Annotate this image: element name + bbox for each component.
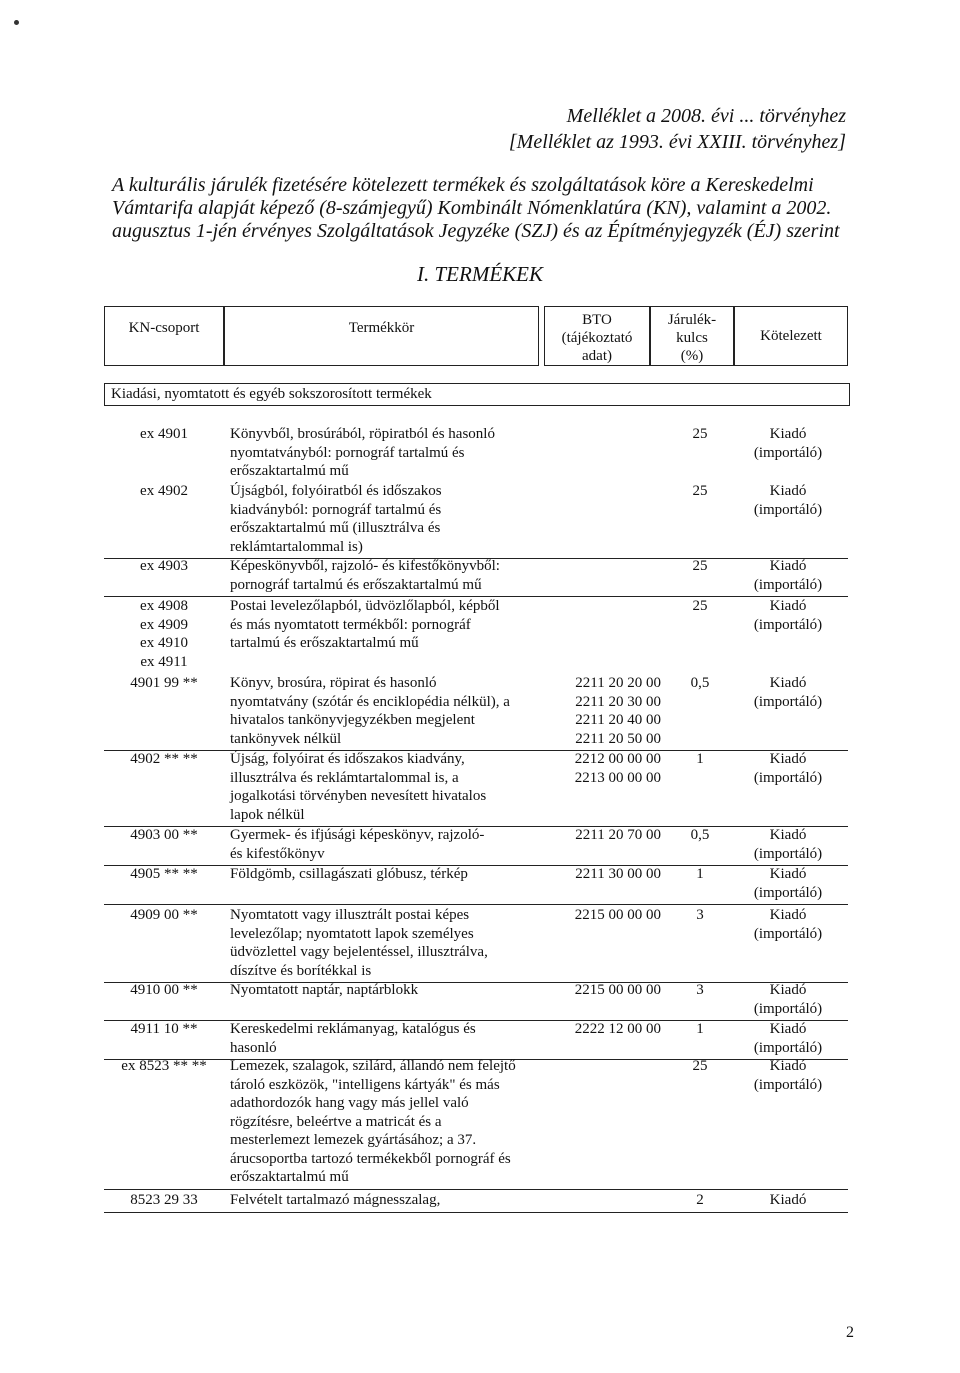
bto-cell-line: 2211 20 50 00: [575, 730, 661, 747]
obligor-cell-line: Kiadó: [769, 675, 807, 691]
rate-cell: [674, 674, 726, 693]
kn-code-cell-line: 8523 29 33: [130, 1192, 198, 1208]
description-cell-line: árucsoportba tartozó termékekből pornográf és: [230, 1150, 511, 1167]
kn-code-cell: [104, 981, 224, 1000]
description-cell: [230, 557, 545, 594]
table-row: [104, 482, 848, 559]
kn-code-cell-line: ex 4909: [140, 616, 188, 633]
description-cell: [230, 865, 545, 884]
kn-code-cell-line: ex 4910: [140, 635, 188, 651]
obligor-cell-line: (importáló): [753, 1039, 823, 1056]
kn-code-cell-line: 4901 99 **: [130, 675, 198, 691]
obligor-cell-line: Kiadó: [769, 483, 807, 499]
rate-cell-line: 1: [696, 866, 704, 882]
description-cell: [230, 597, 545, 653]
obligor-cell-line: (importáló): [753, 1000, 823, 1017]
description-cell-line: Lemezek, szalagok, szilárd, állandó nem felejtő: [230, 1058, 516, 1074]
rate-cell-line: 0,5: [690, 827, 710, 843]
description-cell-line: és kifestőkönyv: [230, 845, 325, 862]
kn-code-cell: [104, 906, 224, 925]
description-cell-line: Újságból, folyóiratból és időszakos: [230, 483, 442, 499]
kn-code-cell: [104, 482, 224, 501]
obligor-cell: [729, 1057, 847, 1094]
kn-code-cell-line: 4905 ** **: [130, 866, 198, 882]
description-cell-line: lapok nélkül: [230, 806, 305, 823]
kn-code-cell: [104, 425, 224, 444]
description-cell: [230, 674, 545, 748]
description-cell-line: nyomtatványból: pornográf tartalmú és: [230, 444, 465, 461]
obligor-cell: [729, 1020, 847, 1057]
kn-code-cell-line: ex 4901: [140, 426, 188, 442]
obligor-cell-line: Kiadó: [769, 598, 807, 614]
description-cell-line: Nyomtatott naptár, naptárblokk: [230, 982, 419, 998]
description-cell-line: nyomtatvány (szótár és enciklopédia nélkül), a: [230, 693, 510, 710]
kn-code-cell: [104, 750, 224, 769]
obligor-cell-line: Kiadó: [769, 827, 807, 843]
table-row: [104, 981, 848, 1021]
description-cell-line: Újság, folyóirat és időszakos kiadvány,: [230, 751, 465, 767]
bto-cell-line: 2211 20 40 00: [575, 712, 661, 728]
kn-code-cell: [104, 1191, 224, 1210]
description-cell: [230, 906, 545, 980]
description-cell: [230, 1057, 545, 1187]
obligor-cell-line: Kiadó: [769, 751, 807, 767]
kn-code-cell-line: 4902 ** **: [130, 751, 198, 767]
annex-title-line1: Melléklet a 2008. évi ... törvényhez: [566, 105, 846, 127]
obligor-cell: [729, 826, 847, 863]
rate-cell: [674, 981, 726, 1000]
obligor-cell-line: (importáló): [753, 576, 823, 593]
header-kn-label: KN-csoport: [128, 320, 200, 336]
kn-code-cell-line: 4903 00 **: [130, 827, 198, 843]
description-cell: [230, 1020, 545, 1057]
bto-cell-line: 2215 00 00 00: [574, 907, 661, 923]
rate-cell: [674, 597, 726, 616]
description-cell: [230, 482, 545, 556]
obligor-cell-line: Kiadó: [769, 558, 807, 574]
description-cell: [230, 1191, 545, 1210]
rate-cell-line: 1: [696, 1021, 704, 1037]
obligor-cell: [729, 674, 847, 711]
obligor-cell: [729, 557, 847, 594]
bto-cell-line: 2211 20 70 00: [575, 827, 661, 843]
rate-cell-line: 3: [696, 982, 704, 998]
intro-paragraph: [112, 174, 852, 243]
kn-code-cell: [104, 557, 224, 576]
description-cell-line: erőszaktartalmú mű (illusztrálva és: [230, 520, 441, 536]
annex-title-line2: [Melléklet az 1993. évi XXIII. törvényhez]: [508, 131, 846, 153]
header-termekkor: [224, 306, 539, 366]
bto-cell: [549, 826, 661, 845]
bto-cell-line: 2211 20 30 00: [575, 693, 661, 710]
table-row: [104, 1020, 848, 1060]
rate-cell: [674, 482, 726, 501]
rate-cell-line: 1: [696, 751, 704, 767]
description-cell-line: Postai levelezőlapból, üdvözlőlapból, képből: [230, 598, 500, 614]
obligor-cell: [729, 906, 847, 943]
table-row: [104, 906, 848, 983]
description-cell-line: hasonló: [230, 1039, 277, 1056]
table-row: [104, 865, 848, 905]
rate-cell-line: 3: [696, 907, 704, 923]
kn-code-cell: [104, 1057, 224, 1076]
section-title: I. TERMÉKEK: [417, 262, 543, 286]
description-cell-line: Képeskönyvből, rajzoló- és kifestőkönyvből:: [230, 558, 500, 574]
category-label: Kiadási, nyomtatott és egyéb sokszorosított termékek: [111, 386, 432, 402]
description-cell: [230, 750, 545, 824]
description-cell-line: üdvözlettel vagy bejelentéssel, illusztrálva,: [230, 944, 488, 960]
kn-code-cell: [104, 597, 224, 671]
intro-line: A kulturális járulék fizetésére kötelezett termékek és szolgáltatások köre a Kereskedelmi: [112, 174, 814, 196]
header-bto-line: BTO: [582, 312, 612, 328]
bto-cell-line: 2211 20 20 00: [575, 675, 661, 691]
description-cell-line: jogalkotási törvényben nevesített hivatalos: [230, 788, 487, 804]
rate-cell: [674, 826, 726, 845]
rate-cell-line: 25: [692, 598, 708, 614]
description-cell-line: tartalmú és erőszaktartalmú mű: [230, 635, 419, 651]
rate-cell: [674, 557, 726, 576]
description-cell-line: tankönyvek nélkül: [230, 730, 342, 747]
bto-cell: [549, 906, 661, 925]
bto-cell-line: 2215 00 00 00: [574, 982, 661, 998]
obligor-cell: [729, 750, 847, 787]
header-bto: [544, 306, 650, 366]
bto-cell: [549, 981, 661, 1000]
bto-cell-line: 2222 12 00 00: [574, 1021, 661, 1037]
rate-cell: [674, 906, 726, 925]
obligor-cell-line: (importáló): [753, 1076, 823, 1093]
intro-line: Vámtarifa alapját képező (8-számjegyű) Kombinált Nómenklatúra (KN), valamint a 2002.: [112, 197, 832, 219]
header-jarulekkulcs: [650, 306, 734, 366]
obligor-cell-line: Kiadó: [769, 1192, 807, 1208]
description-cell-line: Földgömb, csillagászati glóbusz, térkép: [230, 866, 468, 882]
obligor-cell-line: (importáló): [753, 693, 823, 710]
description-cell-line: pornográf tartalmú és erőszaktartalmú mű: [230, 576, 482, 593]
obligor-cell: [729, 482, 847, 519]
obligor-cell-line: Kiadó: [769, 982, 807, 998]
obligor-cell-line: (importáló): [753, 444, 823, 461]
rate-cell: [674, 1020, 726, 1039]
header-jarulek-line: Járulék-: [667, 312, 717, 328]
description-cell-line: kiadványból: pornográf tartalmú és: [230, 501, 442, 518]
bto-cell: [549, 750, 661, 787]
rate-cell-line: 2: [696, 1192, 704, 1208]
obligor-cell-line: Kiadó: [769, 426, 807, 442]
obligor-cell-line: (importáló): [753, 845, 823, 862]
table-row: [104, 826, 848, 866]
description-cell-line: erőszaktartalmú mű: [230, 463, 349, 479]
category-row: [104, 383, 850, 406]
header-bto-line: (tájékoztató: [561, 330, 633, 346]
obligor-cell: [729, 865, 847, 902]
header-jarulek-line: kulcs: [676, 330, 708, 346]
header-kn-csoport: [104, 306, 224, 366]
description-cell-line: Nyomtatott vagy illusztrált postai képes: [230, 907, 470, 923]
obligor-cell-line: (importáló): [753, 884, 823, 901]
obligor-cell-line: (importáló): [753, 769, 823, 786]
bto-cell: [549, 674, 661, 748]
obligor-cell: [729, 597, 847, 634]
header-termekkor-label: Termékkör: [348, 320, 415, 336]
table-row: [104, 597, 848, 673]
kn-code-cell-line: 4909 00 **: [130, 907, 198, 923]
description-cell-line: Felvételt tartalmazó mágnesszalag,: [230, 1192, 441, 1208]
kn-code-cell-line: ex 4902: [140, 483, 188, 499]
obligor-cell-line: Kiadó: [769, 1058, 807, 1074]
obligor-cell-line: Kiadó: [769, 907, 807, 923]
kn-code-cell: [104, 1020, 224, 1039]
obligor-cell: [729, 425, 847, 462]
header-jarulek-line: (%): [680, 348, 704, 364]
description-cell-line: mesterlemezt lemezek gyártásához; a 37.: [230, 1132, 477, 1148]
kn-code-cell-line: ex 4908: [140, 598, 188, 614]
description-cell-line: rögzítésre, beleértve a matricát és a: [230, 1113, 442, 1130]
table-row: [104, 425, 848, 483]
description-cell-line: tároló eszközök, "intelligens kártyák" és más: [230, 1076, 500, 1093]
table-row: [104, 674, 848, 751]
kn-code-cell: [104, 826, 224, 845]
rate-cell: [674, 425, 726, 444]
bto-cell-line: 2213 00 00 00: [574, 769, 661, 786]
kn-code-cell-line: 4911 10 **: [130, 1021, 198, 1037]
description-cell: [230, 425, 545, 481]
obligor-cell-line: Kiadó: [769, 866, 807, 882]
description-cell-line: illusztrálva és reklámtartalommal is, a: [230, 769, 459, 786]
kn-code-cell-line: ex 4903: [140, 558, 188, 574]
bto-cell: [549, 865, 661, 884]
obligor-cell: [729, 981, 847, 1018]
description-cell-line: adathordozók hang vagy más jellel való: [230, 1095, 469, 1111]
description-cell-line: és más nyomtatott termékből: pornográf: [230, 616, 471, 633]
table-row: [104, 750, 848, 827]
rate-cell-line: 25: [692, 1058, 708, 1074]
description-cell: [230, 826, 545, 863]
header-kotelezett: [734, 306, 848, 366]
obligor-cell-line: (importáló): [753, 616, 823, 633]
rate-cell-line: 25: [692, 558, 708, 574]
obligor-cell: [729, 1191, 847, 1210]
page-number: 2: [846, 1324, 854, 1341]
description-cell-line: Könyv, brosúra, röpirat és hasonló: [230, 675, 437, 691]
rate-cell-line: 0,5: [690, 675, 710, 691]
rate-cell: [674, 1191, 726, 1210]
rate-cell: [674, 750, 726, 769]
bto-cell: [549, 1020, 661, 1039]
obligor-cell-line: Kiadó: [769, 1021, 807, 1037]
description-cell: [230, 981, 545, 1000]
description-cell-line: díszítve és borítékkal is: [230, 962, 372, 979]
kn-code-cell-line: ex 8523 ** **: [121, 1058, 207, 1074]
intro-line: augusztus 1-jén érvényes Szolgáltatások Jegyzéke (SZJ) és az Építményjegyzék (ÉJ) szerint: [112, 220, 840, 242]
header-bto-line: adat): [582, 348, 612, 364]
rate-cell-line: 25: [692, 483, 708, 499]
obligor-cell-line: (importáló): [753, 925, 823, 942]
kn-code-cell-line: ex 4911: [140, 653, 188, 670]
header-kotelezett-label: Kötelezett: [760, 328, 822, 344]
description-cell-line: Könyvből, brosúrából, röpiratból és hasonló: [230, 426, 495, 442]
table-row: [104, 1057, 848, 1190]
description-cell-line: levelezőlap; nyomtatott lapok személyes: [230, 925, 474, 942]
kn-code-cell: [104, 865, 224, 884]
table-row: [104, 557, 848, 597]
bto-cell-line: 2212 00 00 00: [574, 751, 661, 767]
bto-cell-line: 2211 30 00 00: [575, 866, 661, 882]
scan-dot: [14, 20, 19, 25]
description-cell-line: hivatalos tankönyvjegyzékben megjelent: [230, 712, 475, 728]
description-cell-line: Kereskedelmi reklámanyag, katalógus és: [230, 1021, 476, 1037]
obligor-cell-line: (importáló): [753, 501, 823, 518]
description-cell-line: reklámtartalommal is): [230, 538, 363, 555]
description-cell-line: Gyermek- és ifjúsági képeskönyv, rajzoló-: [230, 827, 485, 843]
rate-cell-line: 25: [692, 426, 708, 442]
rate-cell: [674, 865, 726, 884]
description-cell-line: erőszaktartalmú mű: [230, 1169, 349, 1185]
kn-code-cell: [104, 674, 224, 693]
kn-code-cell-line: 4910 00 **: [130, 982, 198, 998]
table-row: [104, 1191, 848, 1213]
rate-cell: [674, 1057, 726, 1076]
